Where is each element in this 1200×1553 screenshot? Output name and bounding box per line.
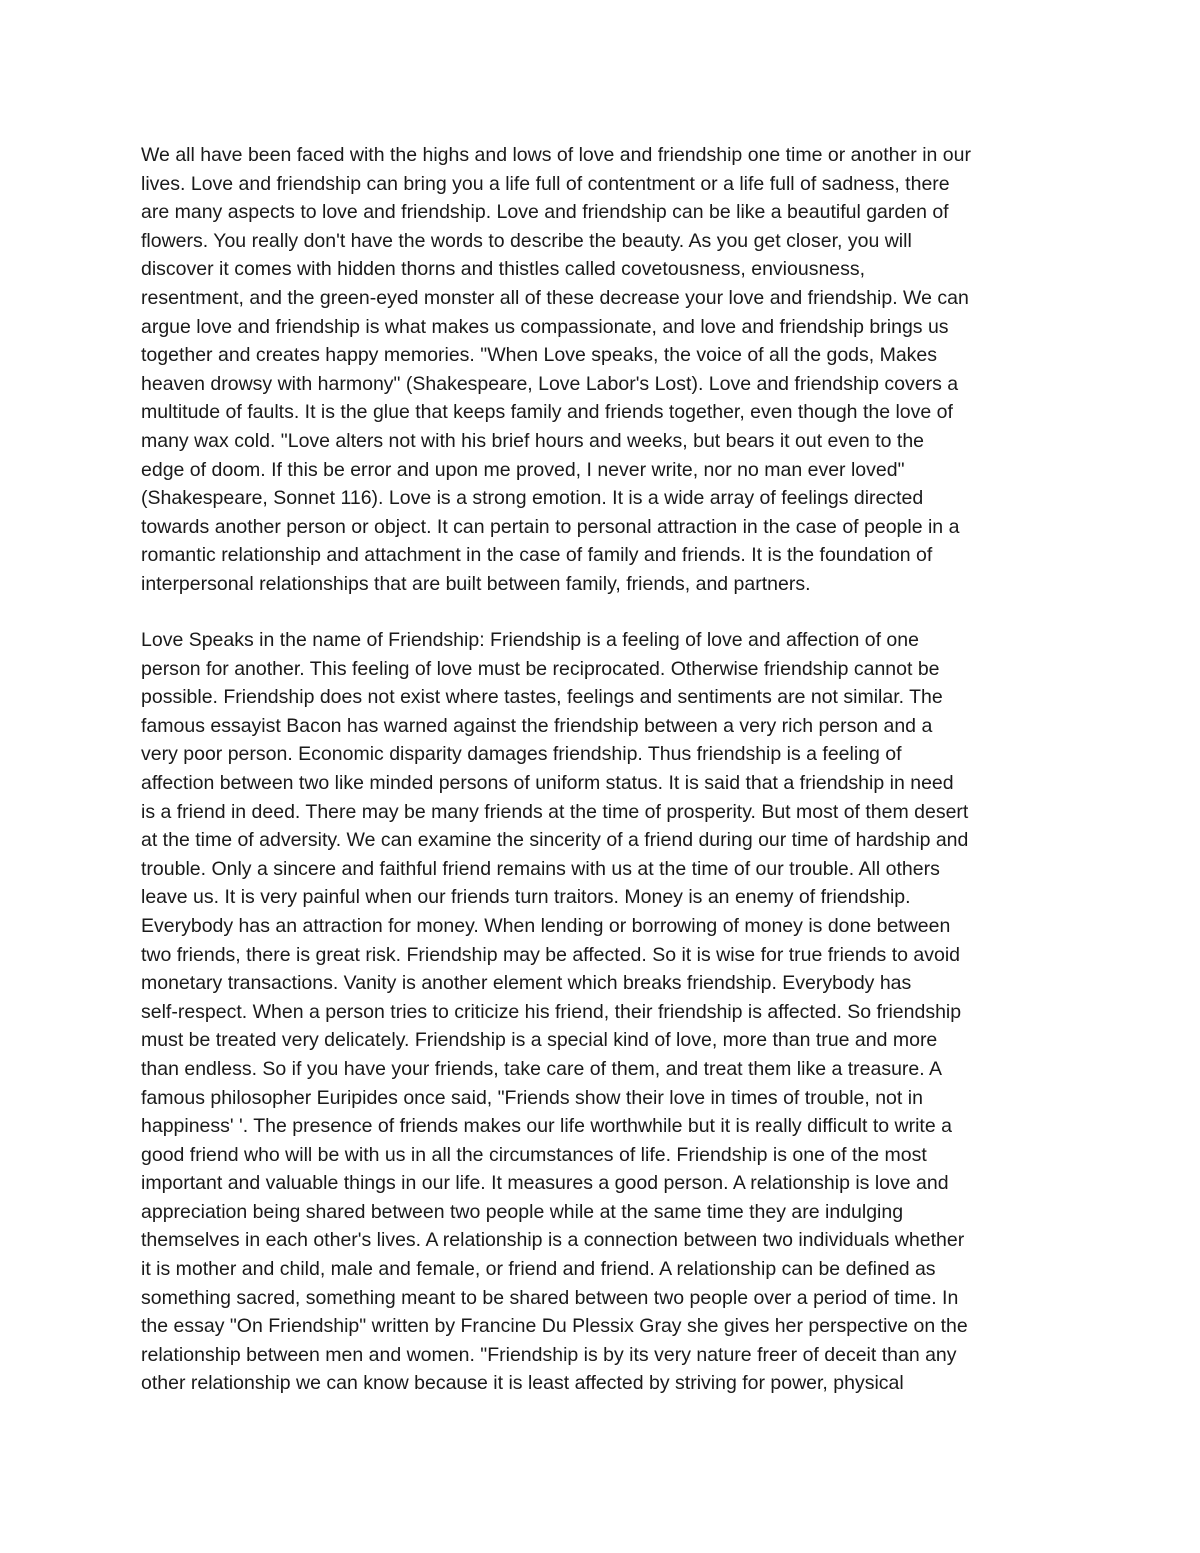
text-line: flowers. You really don't have the words to describe the beauty. As you get closer, you will: [141, 229, 912, 252]
text-line: Everybody has an attraction for money. When lending or borrowing of money is done between: [141, 914, 951, 937]
text-line: at the time of adversity. We can examine the sincerity of a friend during our time of hardship and: [141, 829, 969, 852]
text-line: are many aspects to love and friendship. Love and friendship can be like a beautiful garden of: [141, 201, 949, 224]
text-line: famous philosopher Euripides once said, "Friends show their love in times of trouble, not in: [141, 1086, 923, 1109]
text-line: monetary transactions. Vanity is another element which breaks friendship. Everybody has: [141, 972, 912, 995]
text-line: appreciation being shared between two people while at the same time they are indulging: [141, 1200, 904, 1223]
text-line: good friend who will be with us in all the circumstances of life. Friendship is one of the most: [141, 1143, 927, 1166]
text-line: very poor person. Economic disparity damages friendship. Thus friendship is a feeling of: [141, 743, 902, 766]
text-line: towards another person or object. It can pertain to personal attraction in the case of people in a: [141, 515, 960, 538]
text-line: self-respect. When a person tries to criticize his friend, their friendship is affected. So friendship: [141, 1000, 962, 1023]
text-line: argue love and friendship is what makes us compassionate, and love and friendship brings us: [141, 315, 949, 338]
text-line: happiness' '. The presence of friends makes our life worthwhile but it is really difficult to write a: [141, 1115, 952, 1138]
text-line: (Shakespeare, Sonnet 116). Love is a strong emotion. It is a wide array of feelings directed: [141, 487, 924, 510]
text-line: famous essayist Bacon has warned against the friendship between a very rich person and a: [141, 714, 933, 737]
text-line: leave us. It is very painful when our friends turn traitors. Money is an enemy of friendship.: [141, 886, 911, 909]
text-line: interpersonal relationships that are built between family, friends, and partners.: [141, 572, 811, 595]
text-line: two friends, there is great risk. Friendship may be affected. So it is wise for true friends to avoid: [141, 943, 961, 966]
text-line: important and valuable things in our life. It measures a good person. A relationship is love and: [141, 1172, 949, 1195]
text-line: affection between two like minded persons of uniform status. It is said that a friendship in need: [141, 771, 954, 794]
paragraph-1: [141, 141, 1081, 599]
text-line: trouble. Only a sincere and faithful friend remains with us at the time of our trouble. All others: [141, 857, 940, 880]
text-line: relationship between men and women. "Friendship is by its very nature freer of deceit than any: [141, 1343, 957, 1366]
text-line: discover it comes with hidden thorns and thistles called covetousness, enviousness,: [141, 258, 866, 281]
text-line: must be treated very delicately. Friendship is a special kind of love, more than true and more: [141, 1029, 938, 1052]
text-line: together and creates happy memories. "When Love speaks, the voice of all the gods, Makes: [141, 344, 938, 367]
text-line: than endless. So if you have your friends, take care of them, and treat them like a treasure. A: [141, 1057, 943, 1080]
text-line: lives. Love and friendship can bring you a life full of contentment or a life full of sadness, there: [141, 172, 950, 195]
text-line: the essay "On Friendship" written by Francine Du Plessix Gray she gives her perspective on the: [141, 1315, 968, 1338]
text-line: themselves in each other's lives. A relationship is a connection between two individuals whether: [141, 1229, 965, 1252]
text-line: possible. Friendship does not exist where tastes, feelings and sentiments are not similar. The: [141, 686, 943, 709]
text-line: something sacred, something meant to be shared between two people over a period of time. In: [141, 1286, 959, 1309]
text-line: edge of doom. If this be error and upon me proved, I never write, nor no man ever loved": [141, 458, 905, 481]
text-line: Love Speaks in the name of Friendship: Friendship is a feeling of love and affection of one: [141, 629, 919, 651]
text-line: person for another. This feeling of love must be reciprocated. Otherwise friendship cannot be: [141, 657, 940, 680]
text-line: heaven drowsy with harmony" (Shakespeare, Love Labor's Lost). Love and friendship covers a: [141, 372, 959, 395]
text-line: We all have been faced with the highs and lows of love and friendship one time or another in our: [141, 144, 971, 166]
text-line: romantic relationship and attachment in the case of family and friends. It is the foundation of: [141, 544, 933, 567]
text-line: multitude of faults. It is the glue that keeps family and friends together, even though the love of: [141, 401, 953, 424]
paragraph-2: [141, 626, 1081, 1398]
text-line: is a friend in deed. There may be many friends at the time of prosperity. But most of them desert: [141, 800, 969, 823]
text-line: many wax cold. "Love alters not with his brief hours and weeks, but bears it out even to the: [141, 429, 925, 452]
text-line: other relationship we can know because it is least affected by striving for power, physical: [141, 1372, 904, 1395]
text-line: it is mother and child, male and female, or friend and friend. A relationship can be defined as: [141, 1258, 936, 1281]
text-line: resentment, and the green-eyed monster all of these decrease your love and friendship. We can: [141, 286, 969, 309]
